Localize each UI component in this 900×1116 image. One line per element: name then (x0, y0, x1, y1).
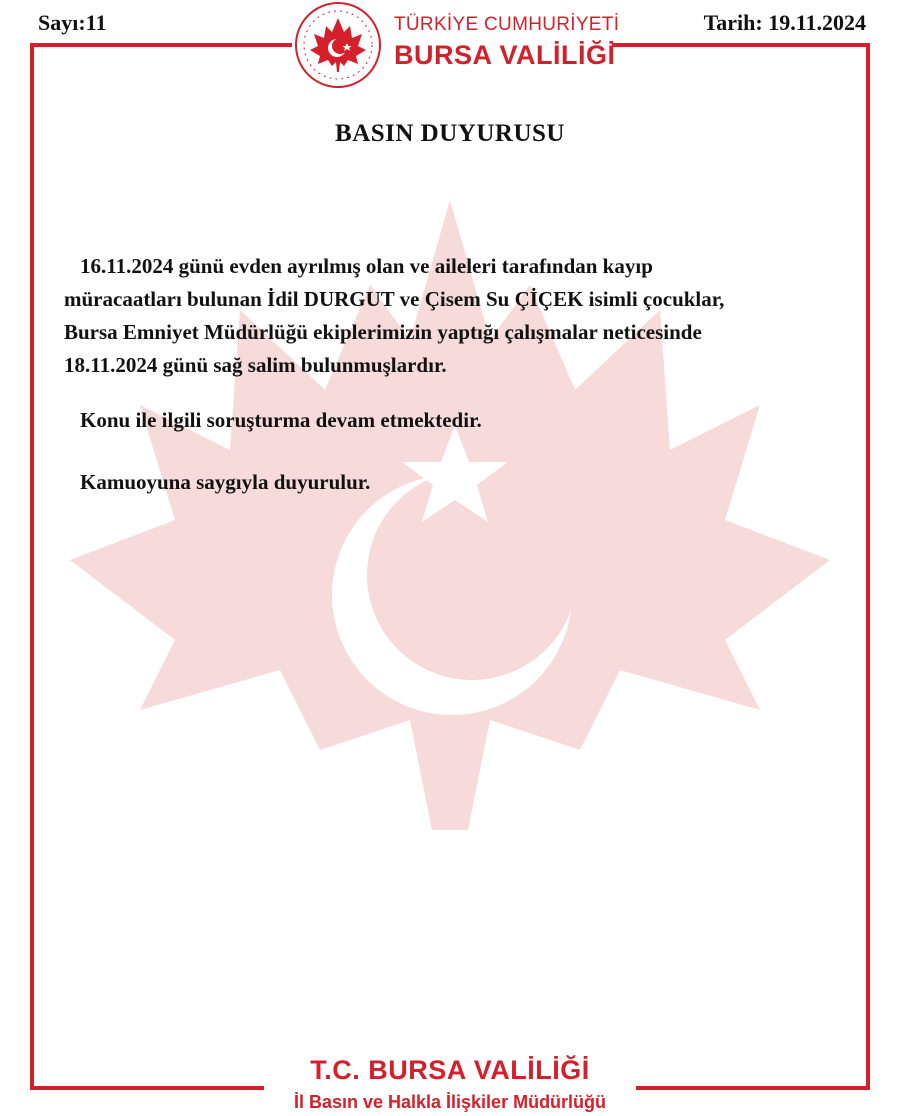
paragraph-line: müracaatları bulunan İdil DURGUT ve Çisem Su ÇİÇEK isimli çocuklar, (64, 287, 725, 311)
paragraph-line: Bursa Emniyet Müdürlüğü ekiplerimizin yaptığı çalışmalar neticesinde (64, 320, 702, 344)
investigation-paragraph: Konu ile ilgili soruşturma devam etmektedir. (80, 408, 482, 432)
org-name-label: BURSA VALİLİĞİ (394, 40, 616, 70)
closing-paragraph: Kamuoyuna saygıyla duyurulur. (80, 470, 371, 494)
frame-bottom-left (30, 1086, 264, 1090)
frame-left (30, 43, 34, 1090)
frame-right (866, 43, 870, 1090)
frame-top-left (30, 43, 292, 47)
document-number: Sayı:11 (38, 10, 107, 35)
document-title: BASIN DUYURUSU (335, 120, 565, 147)
announcement-paragraph (64, 250, 844, 382)
paragraph-line: 16.11.2024 günü evden ayrılmış olan ve aileleri tarafından kayıp (80, 254, 653, 278)
footer-org-name: T.C. BURSA VALİLİĞİ (310, 1055, 590, 1085)
frame-bottom-right (636, 1086, 870, 1090)
document-date: Tarih: 19.11.2024 (703, 10, 866, 35)
org-country-label: TÜRKİYE CUMHURİYETİ (394, 14, 620, 35)
footer-department: İl Basın ve Halkla İlişkiler Müdürlüğü (293, 1092, 607, 1112)
governorship-emblem-icon (292, 0, 384, 90)
frame-top-right (612, 43, 870, 47)
paragraph-line: 18.11.2024 günü sağ salim bulunmuşlardır. (64, 353, 447, 377)
